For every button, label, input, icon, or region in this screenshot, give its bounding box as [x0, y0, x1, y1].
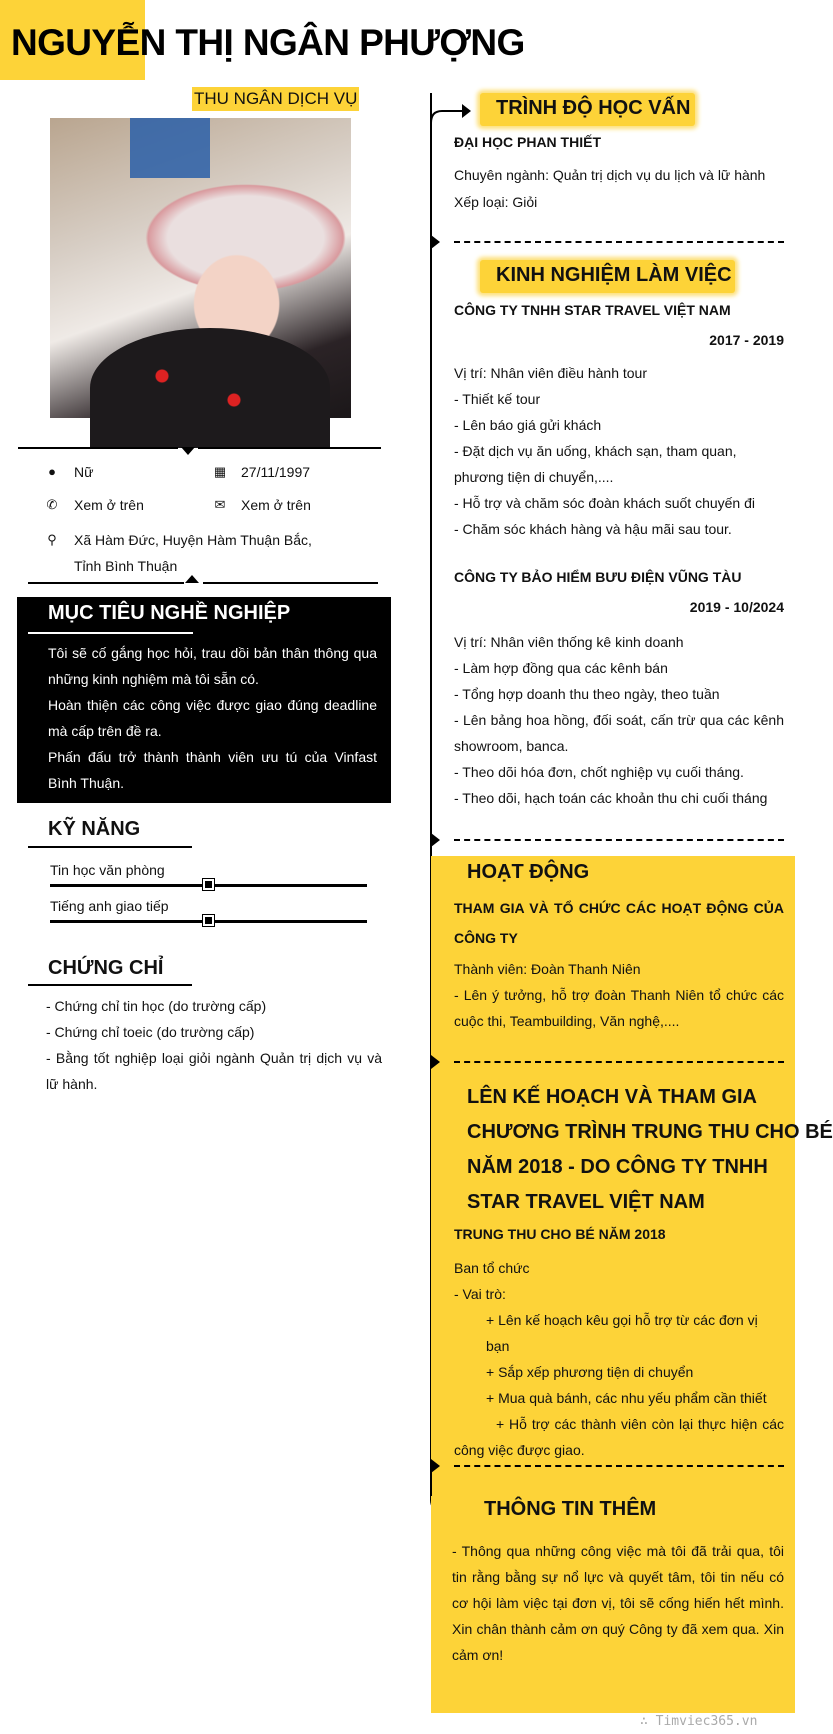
timeline-marker-icon	[431, 235, 440, 249]
dashed-separator	[454, 241, 784, 243]
experience-heading: KINH NGHIỆM LÀM VIỆC	[496, 264, 732, 286]
calendar-icon: ▦	[213, 464, 227, 479]
certificates-heading: CHỨNG CHỈ	[48, 957, 164, 979]
additional-info-heading: THÔNG TIN THÊM	[484, 1498, 657, 1520]
certificate-item: - Chứng chỉ toeic (do trường cấp)	[46, 1024, 255, 1040]
divider	[198, 447, 381, 449]
job-line: - Hỗ trợ và chăm sóc đoàn khách suốt chuyến đi	[454, 495, 755, 511]
dashed-separator	[454, 1465, 784, 1467]
activity-title: THAM GIA VÀ TỔ CHỨC CÁC HOẠT ĐỘNG CỦA CÔNG TY	[454, 900, 784, 946]
education-heading: TRÌNH ĐỘ HỌC VẤN	[496, 97, 691, 119]
profile-photo	[50, 118, 351, 418]
divider	[18, 447, 178, 449]
company-name: CÔNG TY BẢO HIỂM BƯU ĐIỆN VŨNG TÀU	[454, 569, 742, 585]
activity-line: + Hỗ trợ các thành viên còn lại thực hiện các công việc được giao.	[454, 1416, 784, 1458]
address-line-2: Tỉnh Bình Thuận	[74, 558, 178, 574]
divider	[203, 582, 378, 584]
job-line: - Chăm sóc khách hàng và hậu mãi sau tour.	[454, 521, 732, 537]
career-objective-section	[17, 597, 391, 803]
activities-heading: HOẠT ĐỘNG	[467, 861, 590, 883]
date-of-birth: 27/11/1997	[241, 464, 311, 480]
timeline-marker-icon	[431, 1459, 440, 1473]
activity-line: + Sắp xếp phương tiện di chuyển	[486, 1364, 694, 1380]
job-line: - Đặt dịch vụ ăn uống, khách sạn, tham quan, phương tiện di chuyển,....	[454, 443, 737, 485]
certificate-item: - Bằng tốt nghiệp loại giỏi ngành Quản trị dịch vụ và lữ hành.	[46, 1050, 382, 1092]
job-period: 2019 - 10/2024	[689, 599, 784, 615]
objective-paragraph: Hoàn thiện các công việc được giao đúng deadline mà cấp trên đề ra.	[48, 697, 377, 739]
objective-paragraph: Phấn đấu trở thành thành viên ưu tú của Vinfast Bình Thuận.	[48, 749, 377, 791]
timeline-marker-icon	[431, 1055, 440, 1069]
arrow-right-icon	[428, 95, 478, 125]
job-line: - Tổng hợp doanh thu theo ngày, theo tuần	[454, 686, 720, 702]
activity-line: - Vai trò:	[454, 1286, 506, 1302]
activity-line: + Mua quà bánh, các nhu yếu phẩm cần thiết	[486, 1390, 767, 1406]
dashed-separator	[454, 839, 784, 841]
activity-line: + Lên kế hoạch kêu gọi hỗ trợ từ các đơn vị bạn	[486, 1312, 758, 1354]
company-name: CÔNG TY TNHH STAR TRAVEL VIỆT NAM	[454, 302, 731, 318]
job-line: Vị trí: Nhân viên thống kê kinh doanh	[454, 634, 684, 650]
phone: Xem ở trên	[74, 497, 144, 513]
skill-name: Tin học văn phòng	[50, 862, 165, 878]
divider-arrow-down-icon	[181, 447, 195, 455]
job-title: THU NGÂN DỊCH VỤ	[192, 87, 359, 111]
heading-underline	[28, 632, 193, 634]
certificate-item: - Chứng chỉ tin học (do trường cấp)	[46, 998, 267, 1014]
school-name: ĐẠI HỌC PHAN THIẾT	[454, 134, 601, 150]
job-line: Vị trí: Nhân viên điều hành tour	[454, 365, 648, 381]
watermark: ∴ Timviec365.vn	[640, 1714, 758, 1729]
candidate-name: NGUYỄN THỊ NGÂN PHƯỢNG	[11, 22, 525, 63]
skill-name: Tiếng anh giao tiếp	[50, 898, 169, 914]
education-line: Chuyên ngành: Quản trị dịch vụ du lịch và lữ hành	[454, 167, 766, 183]
skill-level-handle	[203, 879, 214, 890]
activity-heading-line: LÊN KẾ HOẠCH VÀ THAM GIA	[467, 1086, 757, 1108]
heading-underline	[28, 846, 192, 848]
activity-line: Thành viên: Đoàn Thanh Niên	[454, 961, 641, 977]
phone-icon: ✆	[46, 497, 58, 512]
user-icon: ●	[48, 464, 56, 479]
job-line: - Theo dõi, hạch toán các khoản thu chi cuối tháng	[454, 790, 768, 806]
dashed-separator	[454, 1061, 784, 1063]
additional-info-text: - Thông qua những công việc mà tôi đã trải qua, tôi tin rằng bằng sự nổ lực và quyết tâm, tôi tin nếu có cơ hội làm việc tại đơn vị, tôi sẽ cống hiến hết mình. Xin chân thành cảm ơn quý Công ty đã xem qua. Xin cảm ơn!	[452, 1543, 784, 1663]
job-line: - Theo dõi hóa đơn, chốt nghiệp vụ cuối tháng.	[454, 764, 744, 780]
envelope-icon: ✉	[214, 497, 226, 512]
activities-panel	[431, 856, 833, 1713]
job-line: - Thiết kế tour	[454, 391, 541, 407]
heading-underline	[28, 984, 192, 986]
timeline-marker-icon	[431, 833, 440, 847]
skill-level-handle	[203, 915, 214, 926]
job-line: - Làm hợp đồng qua các kênh bán	[454, 660, 668, 676]
divider-arrow-up-icon	[185, 575, 199, 583]
job-period: 2017 - 2019	[709, 332, 784, 348]
activity-heading-line: NĂM 2018 - DO CÔNG TY TNHH	[467, 1156, 768, 1178]
education-line: Xếp loại: Giỏi	[454, 194, 538, 210]
job-line: - Lên báo giá gửi khách	[454, 417, 602, 433]
skills-heading: KỸ NĂNG	[48, 818, 141, 840]
job-line: - Lên bảng hoa hồng, đối soát, cấn trừ qua các kênh showroom, banca.	[454, 712, 784, 754]
address-line-1: Xã Hàm Đức, Huyện Hàm Thuận Bắc,	[74, 532, 312, 548]
gender: Nữ	[74, 464, 94, 480]
divider	[28, 582, 184, 584]
activity-title: TRUNG THU CHO BÉ NĂM 2018	[454, 1226, 666, 1242]
timeline-line	[430, 1466, 432, 1496]
activity-heading-line: STAR TRAVEL VIỆT NAM	[467, 1191, 705, 1213]
map-marker-icon: ⚲	[47, 532, 57, 547]
objective-heading: MỤC TIÊU NGHỀ NGHIỆP	[48, 602, 291, 624]
email: Xem ở trên	[241, 497, 311, 513]
activity-line: - Lên ý tưởng, hỗ trợ đoàn Thanh Niên tổ chức các cuộc thi, Teambuilding, Văn nghệ,....	[454, 987, 784, 1029]
activity-line: Ban tổ chức	[454, 1260, 530, 1276]
objective-paragraph: Tôi sẽ cố gắng học hỏi, trau dồi bản thân thông qua những kinh nghiệm mà tôi sẵn có.	[48, 645, 377, 687]
activity-heading-line: CHƯƠNG TRÌNH TRUNG THU CHO BÉ	[467, 1121, 833, 1143]
